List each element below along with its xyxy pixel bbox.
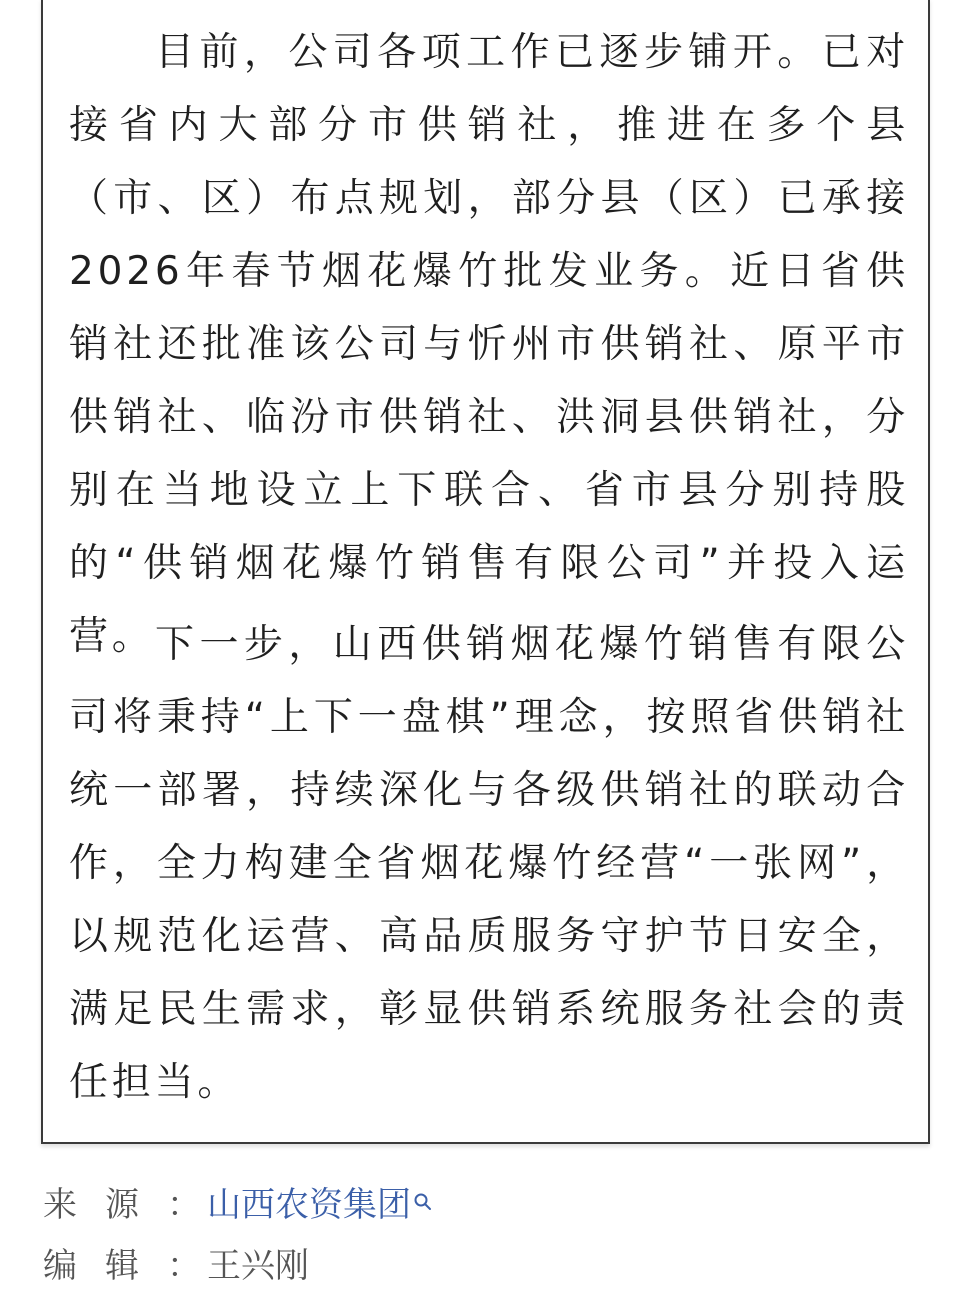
article-paragraph-2: 下一步，山西供销烟花爆竹销售有限公司将秉持“上下一盘棋”理念，按照省供销社统一部署，持续深化与各级供销社的联动合作，全力构建全省烟花爆竹经营“一张网”，以规范化运营、高品质服务守护节日安全，满足民生需求，彰显供销系统服务社会的责任担当。: [69, 622, 909, 1105]
source-colon: ：: [167, 1185, 201, 1225]
editor-line: [43, 1244, 309, 1288]
article-paragraph-1: 目前，公司各项工作已逐步铺开。已对接省内大部分市供销社，推进在多个县（市、区）布点规划，部分县（区）已承接2026年春节烟花爆竹批发业务。近日省供销社还批准该公司与忻州市供销社、原平市供销社、临汾市供销社、洪洞县供销社，分别在当地设立上下联合、省市县分别持股的“供销烟花爆竹销售有限公司”并投入运营。: [69, 30, 909, 659]
editor-label: 编辑: [43, 1246, 167, 1286]
source-link[interactable]: 山西农资集团: [207, 1185, 411, 1225]
search-icon[interactable]: [413, 1179, 433, 1203]
source-line: [43, 1183, 433, 1227]
editor-colon: ：: [167, 1246, 201, 1286]
editor-name: 王兴刚: [207, 1246, 309, 1286]
source-label: 来源: [43, 1185, 167, 1225]
article-box: [41, 0, 930, 1144]
